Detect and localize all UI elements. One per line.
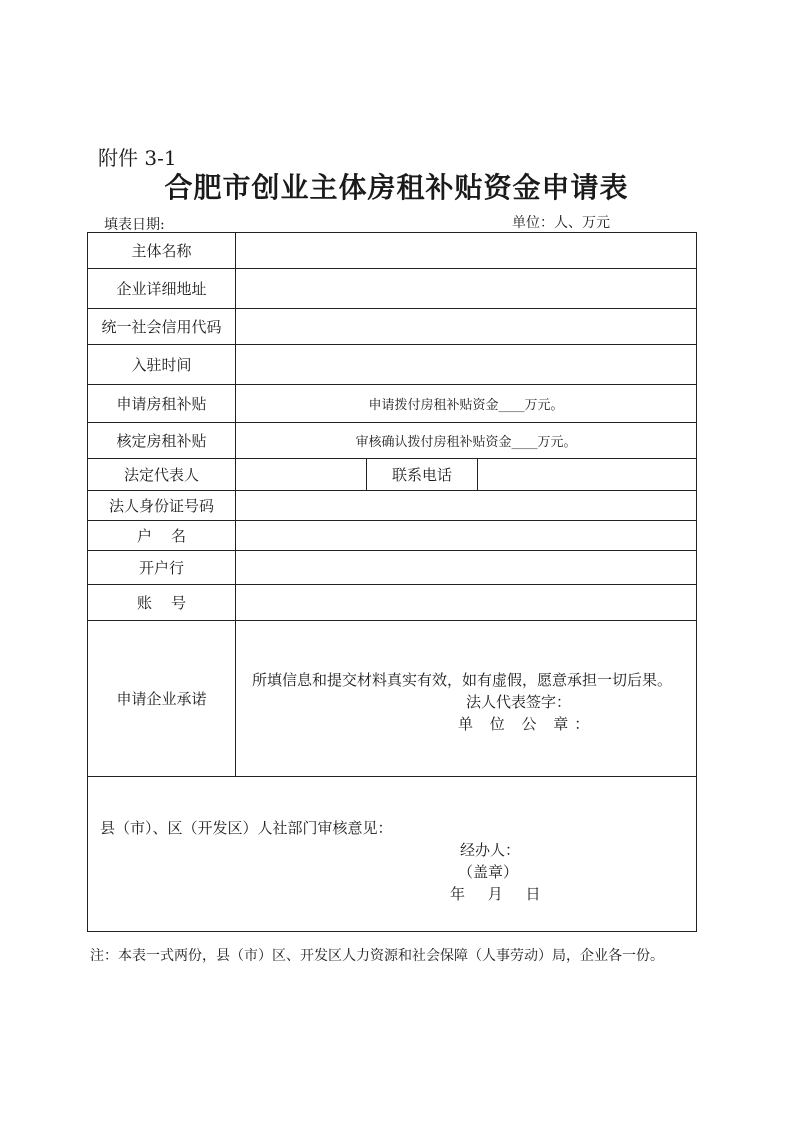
row-address [88,269,696,309]
id-number-field[interactable] [236,491,696,520]
unit-label: 单位：人、万元 [512,215,610,231]
row-legal-rep [88,459,696,491]
row-entry-time [88,345,696,385]
promise-label: 申请企业承诺 [88,621,236,776]
account-name-field[interactable] [236,521,696,550]
row-credit-code [88,309,696,345]
account-no-field[interactable] [236,585,696,620]
row-apply-subsidy [88,385,696,423]
legal-rep-field[interactable] [236,459,366,490]
account-no-label: 账 号 [88,585,236,620]
rep-sign-label: 法人代表签字： [466,693,572,711]
row-review [88,777,696,931]
attachment-label: 附件 3-1 [98,146,177,170]
entry-time-label: 入驻时间 [88,345,236,384]
phone-field[interactable] [478,459,696,490]
row-promise [88,621,696,777]
credit-code-field[interactable] [236,309,696,344]
promise-area [236,621,696,776]
promise-text: 所填信息和提交材料真实有效，如有虚假，愿意承担一切后果。 [252,671,673,689]
address-field[interactable] [236,269,696,308]
address-label: 企业详细地址 [88,269,236,308]
bank-field[interactable] [236,551,696,584]
row-account-no [88,585,696,621]
id-number-label: 法人身份证号码 [88,491,236,520]
phone-label: 联系电话 [366,459,478,490]
apply-subsidy-field[interactable]: 申请拨付房租补贴资金____万元。 [368,398,564,413]
bank-label: 开户行 [88,551,236,584]
entity-name-field[interactable] [236,233,696,268]
application-table [87,232,697,932]
legal-rep-label: 法定代表人 [88,459,236,490]
date-label: 年 月 日 [450,885,541,903]
company-seal-label: 单 位 公 章： [458,715,596,733]
credit-code-label: 统一社会信用代码 [88,309,236,344]
entry-time-field[interactable] [236,345,696,384]
row-approve-subsidy [88,423,696,459]
approve-subsidy-label: 核定房租补贴 [88,423,236,458]
stamp-label: （盖章） [458,863,519,881]
review-opinion-label: 县（市）、区（开发区）人社部门审核意见： [100,819,393,837]
row-bank [88,551,696,585]
form-title: 合肥市创业主体房租补贴资金申请表 [164,171,629,204]
row-id-number [88,491,696,521]
row-account-name [88,521,696,551]
footer-note: 注：本表一式两份，县（市）区、开发区人力资源和社会保障（人事劳动）局，企业各一份。 [90,948,664,964]
handler-label: 经办人： [460,841,521,859]
account-name-label: 户 名 [88,521,236,550]
entity-name-label: 主体名称 [88,233,236,268]
fill-date-label: 填表日期: [104,217,165,233]
approve-subsidy-field[interactable]: 审核确认拨付房租补贴资金____万元。 [355,435,577,450]
apply-subsidy-label: 申请房租补贴 [88,385,236,422]
row-entity-name [88,233,696,269]
